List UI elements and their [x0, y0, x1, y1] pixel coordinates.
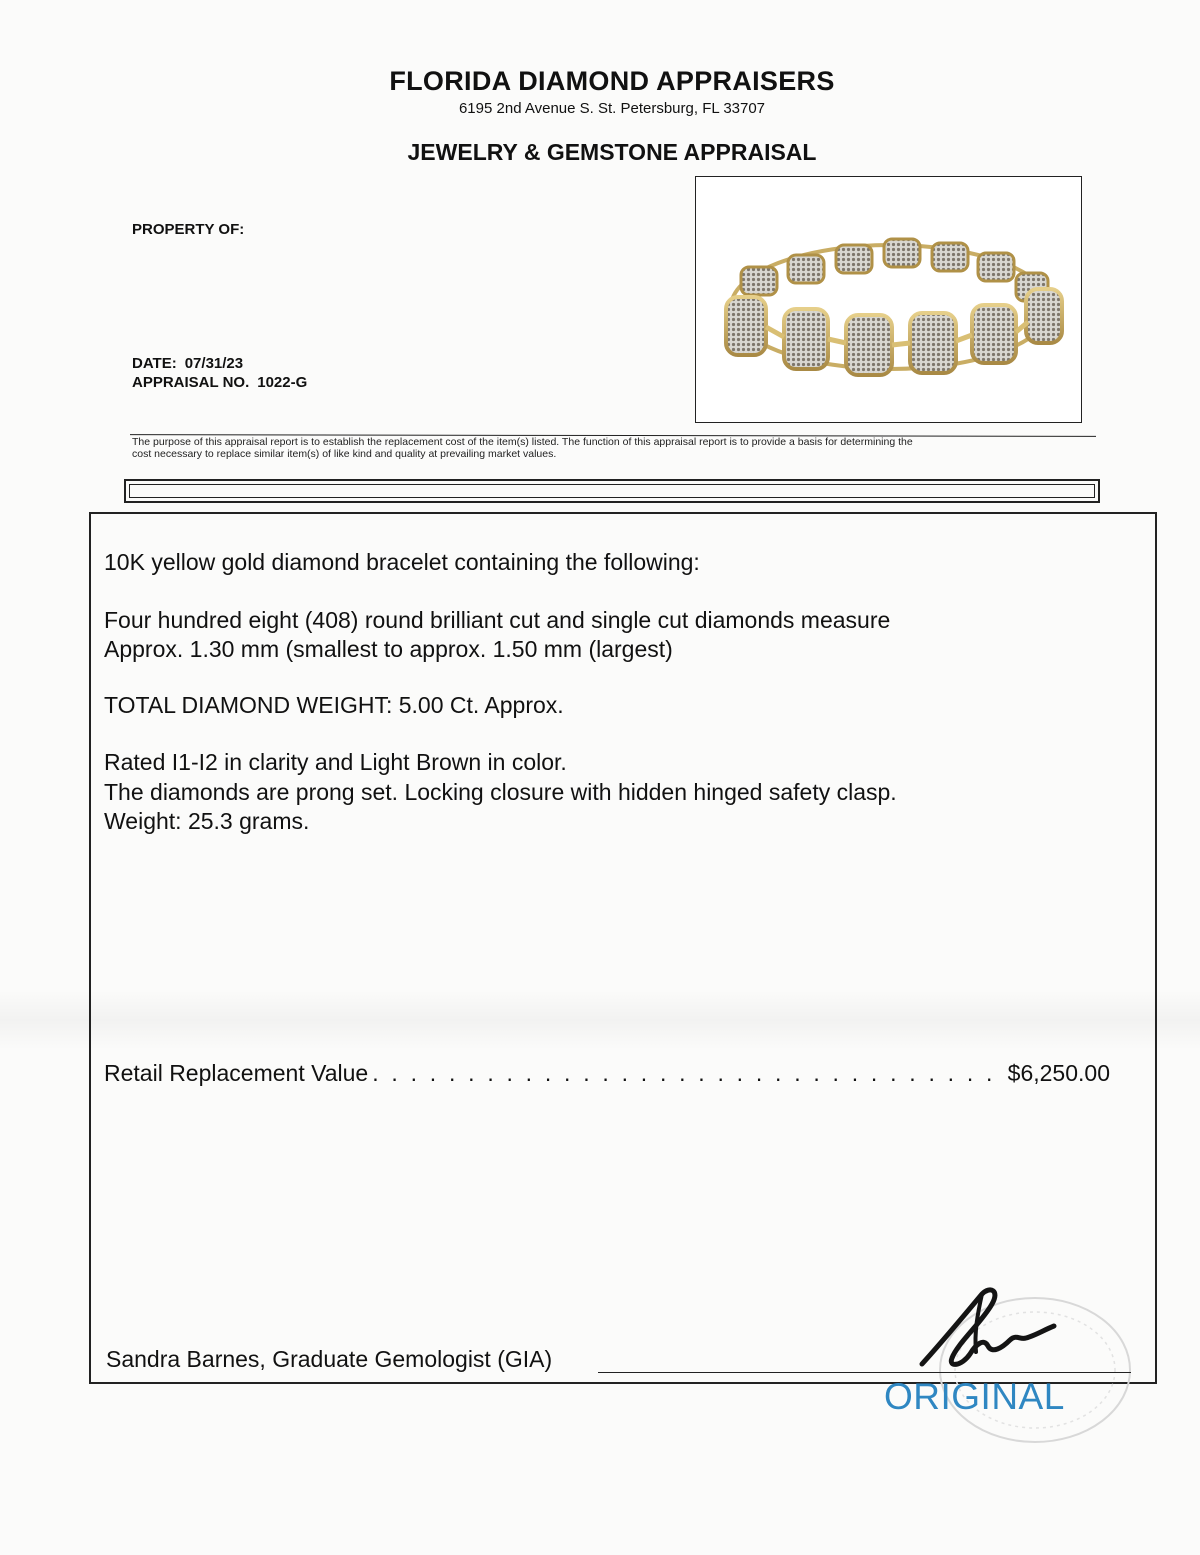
- bracelet-front-links: [726, 289, 1062, 375]
- handwritten-signature: [912, 1282, 1062, 1377]
- retail-value-label: Retail Replacement Value: [104, 1060, 369, 1086]
- date-label: DATE:: [132, 355, 177, 372]
- setting-description: The diamonds are prong set. Locking closure with hidden hinged safety clasp.: [104, 779, 897, 805]
- clarity-color-rating: Rated I1-I2 in clarity and Light Brown in color.: [104, 749, 567, 775]
- item-weight: Weight: 25.3 grams.: [104, 808, 310, 834]
- dot-leader: [372, 1060, 1003, 1087]
- retail-value-row: [104, 1060, 1110, 1090]
- bracelet-photo: [696, 177, 1081, 422]
- retail-value-amount: $6,250.00: [1007, 1060, 1110, 1086]
- appraiser-name: Sandra Barnes, Graduate Gemologist (GIA): [106, 1346, 553, 1372]
- purpose-line-2: cost necessary to replace similar item(s) of like kind and quality at prevailing market values.: [132, 448, 557, 460]
- date-value: 07/31/23: [184, 355, 244, 372]
- appraisal-number-label: APPRAISAL NO.: [132, 374, 250, 391]
- diamonds-line-1: Four hundred eight (408) round brilliant cut and single cut diamonds measure: [104, 607, 891, 633]
- appraisal-number-row: [132, 374, 307, 391]
- diamonds-line-2: Approx. 1.30 mm (smallest to approx. 1.50 mm (largest): [104, 636, 673, 662]
- company-address: 6195 2nd Avenue S. St. Petersburg, FL 33707: [458, 100, 766, 117]
- item-title: 10K yellow gold diamond bracelet containing the following:: [104, 549, 700, 575]
- company-name: FLORIDA DIAMOND APPRAISERS: [389, 66, 835, 96]
- purpose-statement: [132, 436, 1092, 460]
- document-title: JEWELRY & GEMSTONE APPRAISAL: [407, 139, 817, 165]
- purpose-line-1: The purpose of this appraisal report is to establish the replacement cost of the item(s) listed. The function of this appraisal report is to provide a basis for determining the: [132, 436, 913, 448]
- decorative-double-bar: [124, 479, 1100, 503]
- property-of-label: PROPERTY OF:: [132, 221, 245, 238]
- item-photo-frame: [695, 176, 1082, 423]
- total-diamond-weight: TOTAL DIAMOND WEIGHT: 5.00 Ct. Approx.: [104, 692, 564, 718]
- date-row: [132, 355, 243, 372]
- original-stamp: ORIGINAL: [884, 1376, 1065, 1417]
- appraisal-number-value: 1022-G: [257, 374, 308, 391]
